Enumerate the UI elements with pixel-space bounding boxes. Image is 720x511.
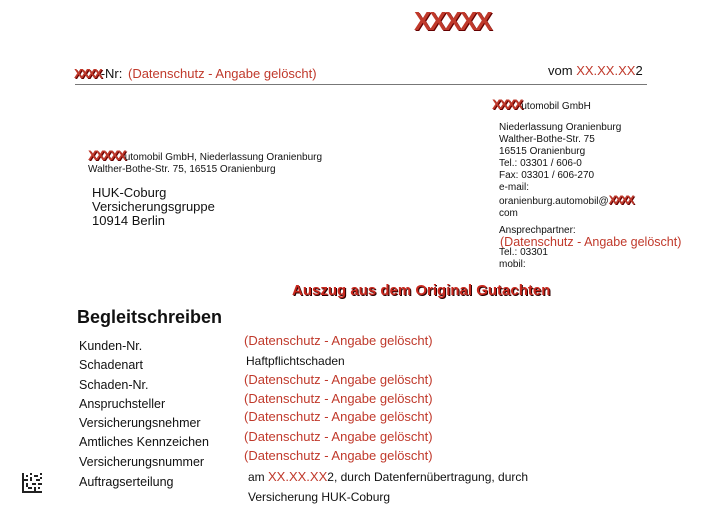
return-address-line: Walther-Bothe-Str. 75, 16515 Oranienburg (88, 164, 276, 175)
row-label: Kunden-Nr. (79, 339, 143, 353)
barcode-icon (22, 473, 42, 493)
redaction-mark: XXXX (608, 193, 633, 207)
row-label: Schadenart (79, 358, 143, 372)
recipient-line: HUK-Coburg (92, 185, 167, 200)
order-label: Auftragserteilung (79, 475, 174, 489)
order-date: XX.XX.XX (268, 469, 328, 484)
contact-value: (Datenschutz - Angabe gelöscht) (500, 235, 682, 249)
sender-line: Fax: 03301 / 606-270 (499, 170, 595, 181)
date-label: vom (548, 63, 573, 78)
recipient-address (92, 186, 215, 228)
sender-line: 16515 Oranienburg (499, 146, 586, 157)
excerpt-banner: Auszug aus dem Original Gutachten (292, 282, 551, 299)
row-value: (Datenschutz - Angabe gelöscht) (244, 409, 433, 424)
sender-line: Walther-Bothe-Str. 75 (499, 134, 595, 145)
row-value: Haftpflichtschaden (246, 354, 345, 368)
sender-email (499, 194, 633, 208)
order-suffix: 2, durch Datenfernübertragung, durch (327, 470, 529, 484)
row-value: (Datenschutz - Angabe gelöscht) (244, 391, 433, 406)
row-value: (Datenschutz - Angabe gelöscht) (244, 448, 433, 463)
row-value: (Datenschutz - Angabe gelöscht) (244, 429, 433, 444)
sender-details (499, 122, 633, 220)
header-rule (75, 84, 647, 85)
return-address-line: utomobil GmbH, Niederlassung Oranienburg (124, 152, 323, 163)
sender-email-suffix: com (499, 208, 518, 219)
redaction-mark: XXXX (74, 66, 101, 81)
redaction-mark: XXXXX (88, 147, 125, 163)
row-label: Anspruchsteller (79, 397, 166, 411)
date-value: XX.XX.XX (576, 63, 636, 78)
order-prefix: am (248, 470, 265, 484)
row-label: Versicherungsnummer (79, 455, 205, 469)
sender-company-name: utomobil GmbH (521, 101, 591, 112)
redaction-mark: XXXX (492, 96, 522, 112)
recipient-line: Versicherungsgruppe (92, 199, 215, 214)
sender-line: Tel.: 03301 / 606-0 (499, 158, 582, 169)
date-line (548, 63, 643, 78)
row-label: Schaden-Nr. (79, 378, 149, 392)
sender-line: e-mail: (499, 182, 530, 193)
contact-label: Ansprechpartner: (499, 225, 576, 236)
letter-title: Begleitschreiben (77, 307, 223, 327)
contact-mobile: mobil: (499, 259, 526, 270)
contact-tel: Tel.: 03301 (499, 247, 548, 258)
recipient-line: 10914 Berlin (92, 213, 165, 228)
reference-label: -Nr: (100, 66, 123, 81)
redaction-mark: XXXXX (414, 6, 491, 36)
row-value: (Datenschutz - Angabe gelöscht) (244, 333, 433, 348)
sender-company (492, 96, 591, 112)
email-prefix: oranienburg.automobil@ (499, 196, 609, 207)
row-label: Amtliches Kennzeichen (79, 435, 209, 449)
row-label: Versicherungsnehmer (79, 416, 201, 430)
reference-value: (Datenschutz - Angabe gelöscht) (127, 66, 317, 81)
return-address (88, 149, 322, 176)
reference-line (74, 66, 317, 81)
order-insurer: Versicherung HUK-Coburg (248, 490, 391, 504)
sender-line: Niederlassung Oranienburg (499, 122, 622, 133)
date-suffix: 2 (635, 63, 643, 78)
order-value (248, 469, 528, 484)
row-value: (Datenschutz - Angabe gelöscht) (244, 372, 433, 387)
